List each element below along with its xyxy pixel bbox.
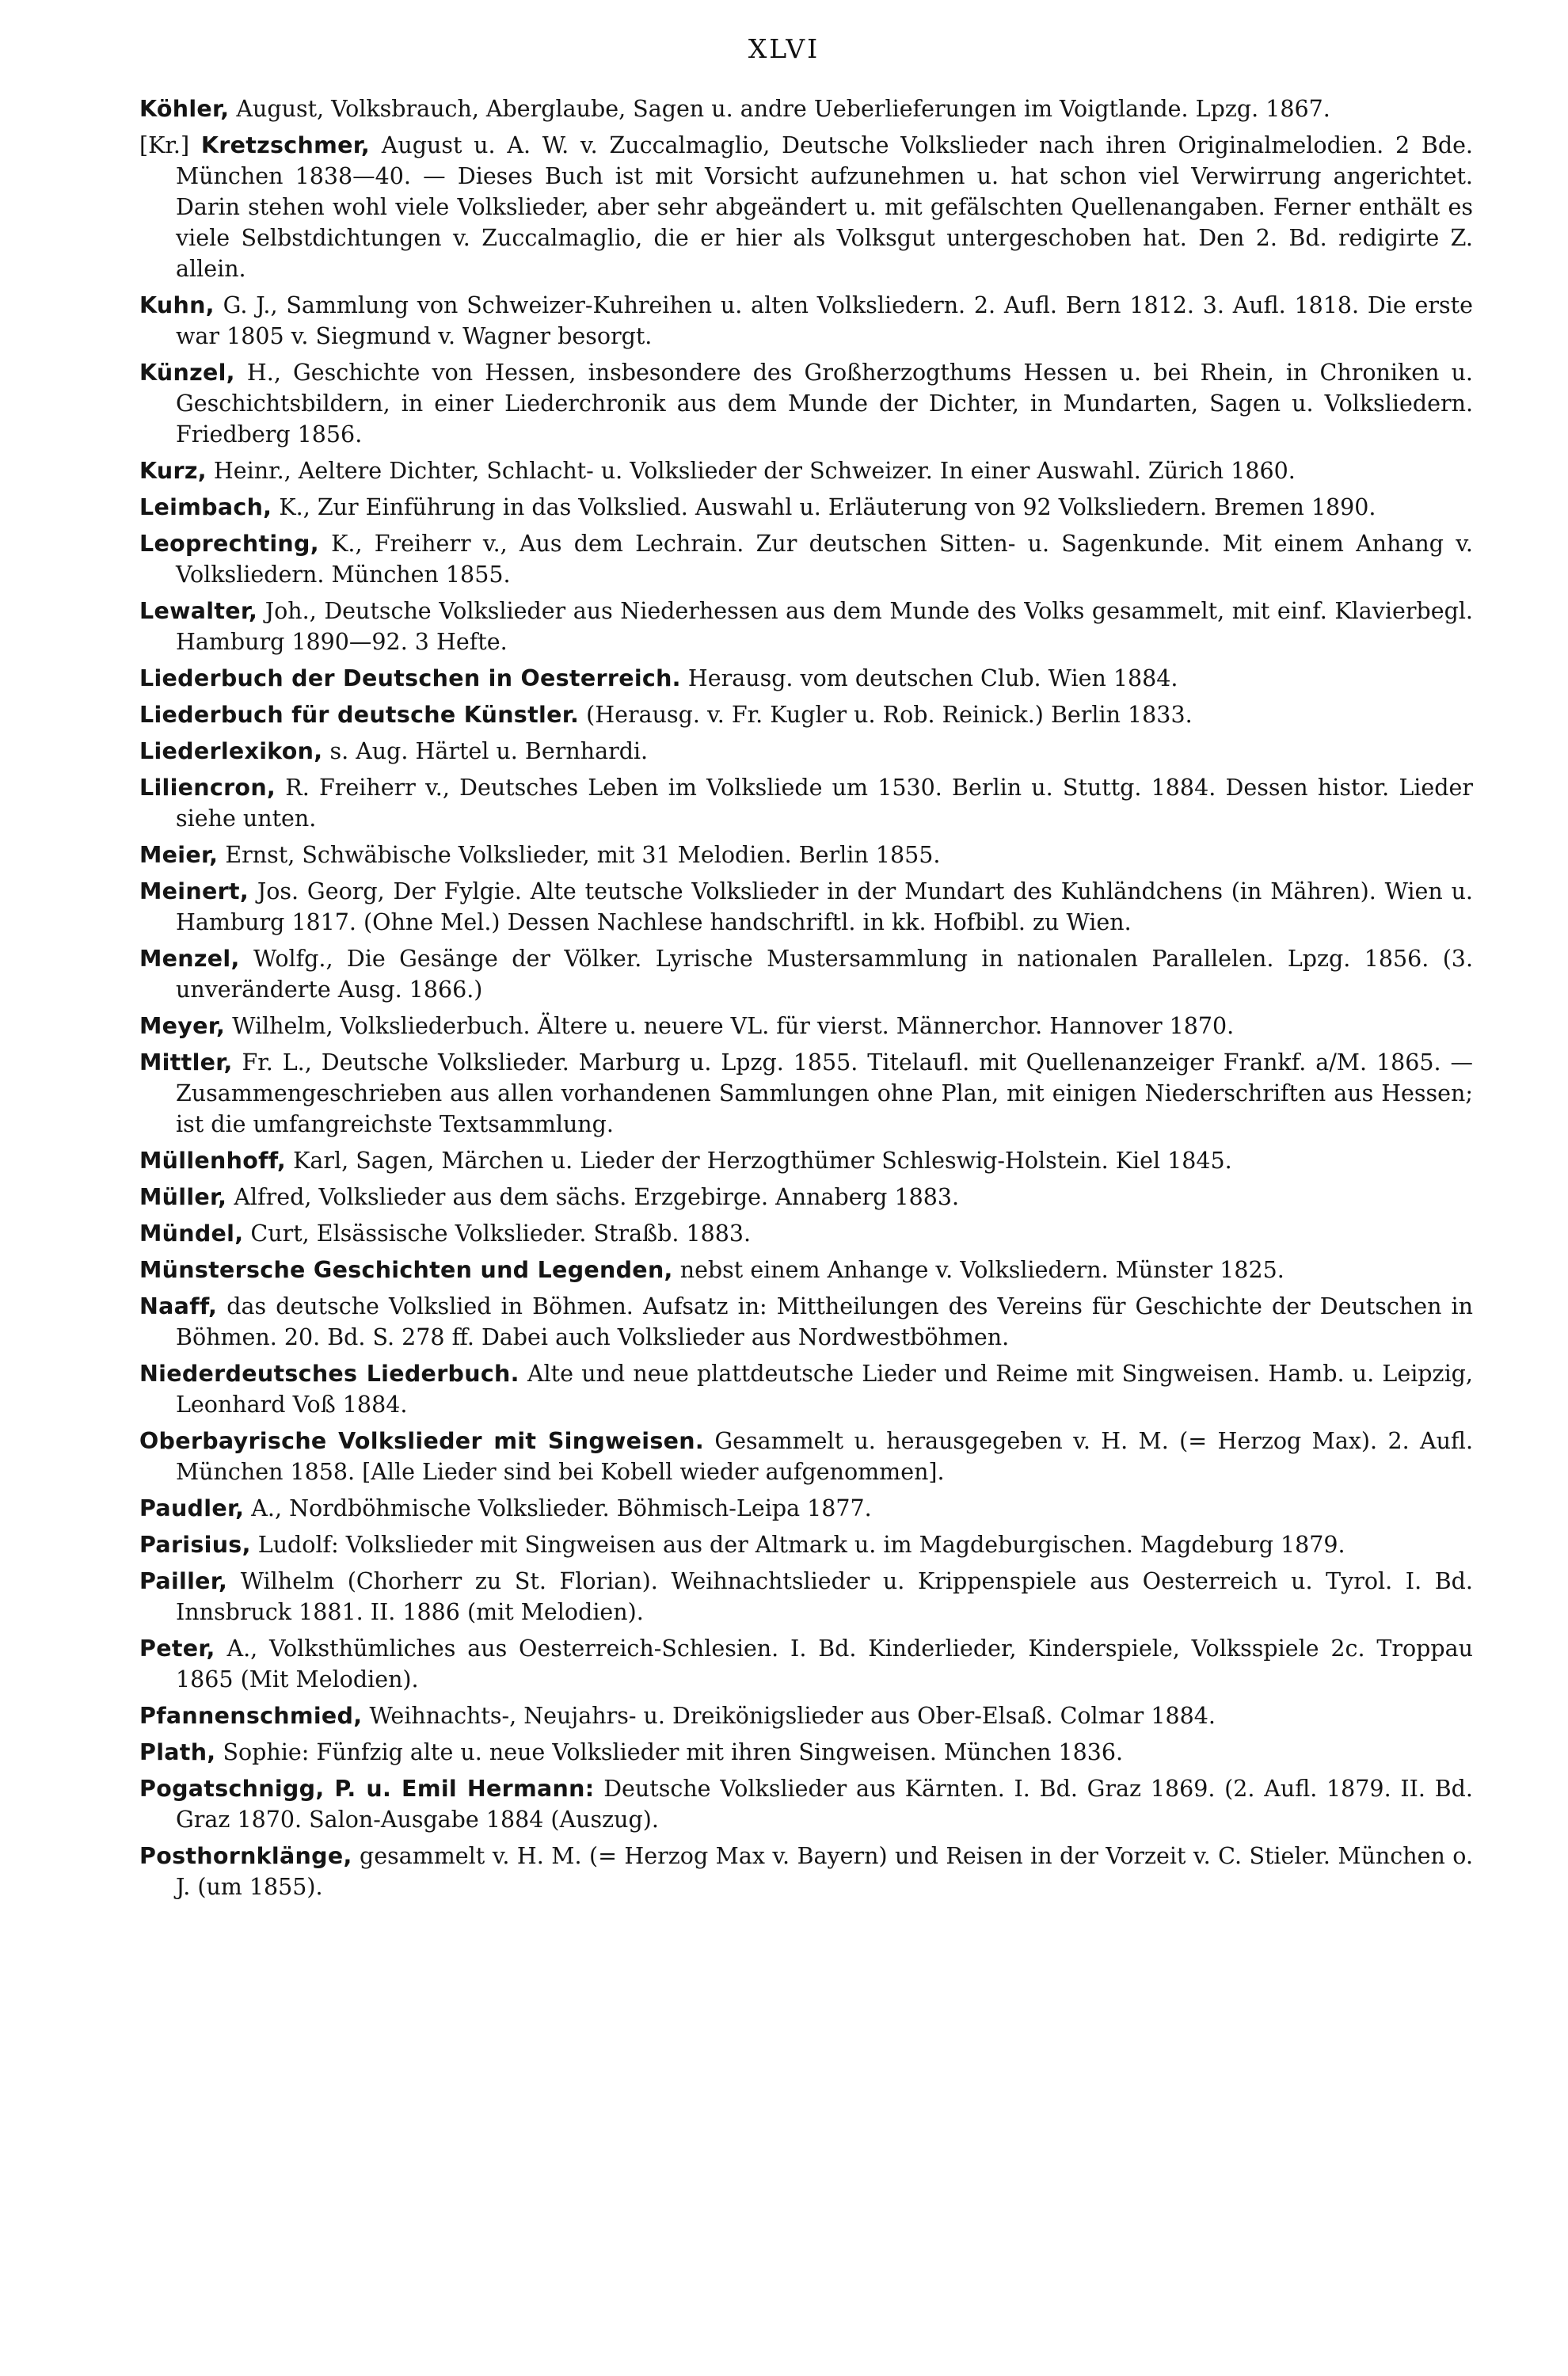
bibliography-entry	[139, 1145, 1473, 1176]
entry-text: Alte und neue plattdeutsche Lieder und Reime mit Singweisen. Hamb. u. Leipzig, Leonhard Voß 1884.	[176, 1361, 1473, 1418]
entry-prefix: [Kr.]	[139, 132, 201, 158]
entry-text: Joh., Deutsche Volkslieder aus Niederhessen aus dem Munde des Volks gesammelt, mit einf. Klavierbegl. Hamburg 1890—92. 3 Hefte.	[176, 598, 1473, 655]
entry-headword: Liederbuch für deutsche Künstler.	[139, 702, 580, 728]
bibliography-entry	[139, 455, 1473, 486]
entry-text: Herausg. vom deutschen Club. Wien 1884.	[680, 665, 1178, 691]
entry-text: A., Nordböhmische Volkslieder. Böhmisch-Leipa 1877.	[244, 1495, 872, 1521]
entry-headword: Liederbuch der Deutschen in Oesterreich.	[139, 665, 681, 691]
bibliography-entry	[139, 1633, 1473, 1695]
entry-headword: Müller,	[139, 1184, 227, 1210]
entry-headword: Oberbayrische Volkslieder mit Singweisen.	[139, 1428, 704, 1454]
entry-headword: Menzel,	[139, 946, 240, 972]
entry-headword: Parisius,	[139, 1532, 251, 1558]
entry-headword: Liliencron,	[139, 775, 276, 801]
bibliography-entry	[139, 528, 1473, 590]
entry-text: s. Aug. Härtel u. Bernhardi.	[322, 738, 649, 764]
entry-text: Deutsche Volkslieder aus Kärnten. I. Bd. Graz 1869. (2. Aufl. 1879. II. Bd. Graz 1870. Salon-Ausgabe 1884 (Auszug).	[176, 1776, 1473, 1833]
entry-headword: Plath,	[139, 1739, 216, 1765]
bibliography-entry	[139, 1529, 1473, 1560]
bibliography-entry	[139, 1047, 1473, 1140]
bibliography-entry	[139, 1358, 1473, 1420]
bibliography-entry	[139, 1773, 1473, 1835]
entry-headword: Münstersche Geschichten und Legenden,	[139, 1257, 673, 1283]
entry-headword: Pfannenschmied,	[139, 1703, 363, 1729]
entry-text: Fr. L., Deutsche Volkslieder. Marburg u. Lpzg. 1855. Titelaufl. mit Quellenanzeiger Frankf. a/M. 1865. — Zusammengeschrieben aus allen vorhandenen Sammlungen ohne Plan, mit einigen Niederschriften aus Hessen; ist die umfangreichste Textsammlung.	[176, 1049, 1473, 1137]
entry-text: R. Freiherr v., Deutsches Leben im Volksliede um 1530. Berlin u. Stuttg. 1884. Dessen histor. Lieder siehe unten.	[176, 775, 1473, 832]
entry-text: H., Geschichte von Hessen, insbesondere des Großherzogthums Hessen u. bei Rhein, in Chroniken u. Geschichtsbildern, in einer Liederchronik aus dem Munde der Dichter, in Mundarten, Sagen u. Volksliedern. Friedberg 1856.	[176, 360, 1473, 447]
entry-headword: Liederlexikon,	[139, 738, 323, 764]
entry-text: das deutsche Volkslied in Böhmen. Aufsatz in: Mittheilungen des Vereins für Geschichte der Deutschen in Böhmen. 20. Bd. S. 278 ff. Dabei auch Volkslieder aus Nordwestböhmen.	[176, 1293, 1473, 1350]
entry-text: Ludolf: Volkslieder mit Singweisen aus der Altmark u. im Magdeburgischen. Magdeburg 1879.	[250, 1532, 1345, 1558]
entry-text: nebst einem Anhange v. Volksliedern. Münster 1825.	[672, 1257, 1284, 1283]
entry-text: gesammelt v. H. M. (= Herzog Max v. Bayern) und Reisen in der Vorzeit v. C. Stieler. München o. J. (um 1855).	[176, 1843, 1473, 1900]
bibliography-entry	[139, 1566, 1473, 1628]
entry-text: August u. A. W. v. Zuccalmaglio, Deutsche Volkslieder nach ihren Originalmelodien. 2 Bde. München 1838—40. — Dieses Buch ist mit Vorsicht aufzunehmen u. hat schon viel Verwirrung angerichtet. Darin stehen wohl viele Volkslieder, aber sehr abgeändert u. mit gefälschten Quellenangaben. Ferner enthält es viele Selbstdichtungen v. Zuccalmaglio, die er hier als Volksgut untergeschoben hat. Den 2. Bd. redigirte Z. allein.	[176, 132, 1473, 282]
entry-headword: Leoprechting,	[139, 531, 319, 557]
entry-text: Curt, Elsässische Volkslieder. Straßb. 1883.	[243, 1220, 752, 1247]
entry-headword: Müllenhoff,	[139, 1148, 287, 1174]
entry-headword: Lewalter,	[139, 598, 258, 624]
bibliography-entry	[139, 596, 1473, 657]
bibliography-entry	[139, 130, 1473, 284]
bibliography-entry	[139, 93, 1473, 124]
entry-headword: Meinert,	[139, 878, 249, 904]
bibliography-entry	[139, 1426, 1473, 1487]
entry-headword: Naaff,	[139, 1293, 218, 1319]
bibliography-list	[139, 93, 1473, 1908]
entry-headword: Meier,	[139, 842, 219, 868]
entry-text: (Herausg. v. Fr. Kugler u. Rob. Reinick.) Berlin 1833.	[579, 702, 1193, 728]
entry-text: G. J., Sammlung von Schweizer-Kuhreihen u. alten Volksliedern. 2. Aufl. Bern 1812. 3. Aufl. 1818. Die erste war 1805 v. Siegmund v. Wagner besorgt.	[176, 292, 1473, 349]
entry-headword: Künzel,	[139, 360, 235, 386]
entry-headword: Posthornklänge,	[139, 1843, 352, 1869]
entry-headword: Kurz,	[139, 458, 207, 484]
bibliography-entry	[139, 290, 1473, 352]
entry-text: Wolfg., Die Gesänge der Völker. Lyrische Mustersammlung in nationalen Parallelen. Lpzg. 1856. (3. unveränderte Ausg. 1866.)	[176, 946, 1473, 1003]
bibliography-entry	[139, 1291, 1473, 1353]
bibliography-entry	[139, 1255, 1473, 1285]
bibliography-entry	[139, 663, 1473, 694]
bibliography-entry	[139, 840, 1473, 870]
entry-text: Ernst, Schwäbische Volkslieder, mit 31 Melodien. Berlin 1855.	[218, 842, 941, 868]
bibliography-entry	[139, 736, 1473, 767]
bibliography-entry	[139, 876, 1473, 938]
entry-text: K., Zur Einführung in das Volkslied. Auswahl u. Erläuterung von 92 Volksliedern. Bremen 1890.	[272, 494, 1376, 520]
bibliography-entry	[139, 772, 1473, 834]
bibliography-entry	[139, 1737, 1473, 1768]
bibliography-entry	[139, 943, 1473, 1005]
entry-text: Jos. Georg, Der Fylgie. Alte teutsche Volkslieder in der Mundart des Kuhländchens (in Mähren). Wien u. Hamburg 1817. (Ohne Mel.) Dessen Nachlese handschriftl. in kk. Hofbibl. zu Wien.	[176, 878, 1473, 935]
entry-headword: Kuhn,	[139, 292, 215, 318]
bibliography-entry	[139, 1218, 1473, 1249]
bibliography-entry	[139, 1011, 1473, 1041]
entry-text: Gesammelt u. herausgegeben v. H. M. (= Herzog Max). 2. Aufl. München 1858. [Alle Lieder sind bei Kobell wieder aufgenommen].	[176, 1428, 1474, 1485]
page-number: XLVI	[748, 33, 820, 64]
entry-headword: Paudler,	[139, 1495, 245, 1521]
entry-headword: Leimbach,	[139, 494, 272, 520]
bibliography-entry	[139, 357, 1473, 450]
entry-headword: Mündel,	[139, 1220, 244, 1247]
entry-text: Sophie: Fünfzig alte u. neue Volkslieder mit ihren Singweisen. München 1836.	[215, 1739, 1124, 1765]
entry-text: August, Volksbrauch, Aberglaube, Sagen u. andre Ueberlieferungen im Voigtlande. Lpzg. 1867.	[229, 96, 1330, 122]
bibliography-entry	[139, 1700, 1473, 1731]
entry-headword: Köhler,	[139, 96, 230, 122]
bibliography-entry	[139, 1493, 1473, 1524]
entry-text: Alfred, Volkslieder aus dem sächs. Erzgebirge. Annaberg 1883.	[226, 1184, 960, 1210]
bibliography-entry	[139, 492, 1473, 523]
bibliography-entry	[139, 1182, 1473, 1213]
entry-headword: Mittler,	[139, 1049, 233, 1076]
entry-headword: Kretzschmer,	[200, 132, 371, 158]
entry-text: Heinr., Aeltere Dichter, Schlacht- u. Volkslieder der Schweizer. In einer Auswahl. Zürich 1860.	[206, 458, 1296, 484]
entry-headword: Niederdeutsches Liederbuch.	[139, 1361, 519, 1387]
entry-text: Wilhelm (Chorherr zu St. Florian). Weihnachtslieder u. Krippenspiele aus Oesterreich u. Tyrol. I. Bd. Innsbruck 1881. II. 1886 (mit Melodien).	[176, 1568, 1473, 1625]
entry-headword: Peter,	[139, 1635, 215, 1662]
entry-text: Weihnachts-, Neujahrs- u. Dreikönigslieder aus Ober-Elsaß. Colmar 1884.	[362, 1703, 1216, 1729]
entry-text: A., Volksthümliches aus Oesterreich-Schlesien. I. Bd. Kinderlieder, Kinderspiele, Volksspiele 2c. Troppau 1865 (Mit Melodien).	[176, 1635, 1473, 1693]
entry-text: Karl, Sagen, Märchen u. Lieder der Herzogthümer Schleswig-Holstein. Kiel 1845.	[286, 1148, 1232, 1174]
entry-headword: Pogatschnigg, P. u. Emil Hermann:	[139, 1776, 595, 1802]
entry-headword: Meyer,	[139, 1013, 226, 1039]
bibliography-entry	[139, 699, 1473, 730]
entry-headword: Pailler,	[139, 1568, 228, 1594]
bibliography-entry	[139, 1841, 1473, 1902]
entry-text: K., Freiherr v., Aus dem Lechrain. Zur deutschen Sitten- u. Sagenkunde. Mit einem Anhang v. Volksliedern. München 1855.	[176, 531, 1473, 588]
entry-text: Wilhelm, Volksliederbuch. Ältere u. neuere VL. für vierst. Männerchor. Hannover 1870.	[225, 1013, 1235, 1039]
